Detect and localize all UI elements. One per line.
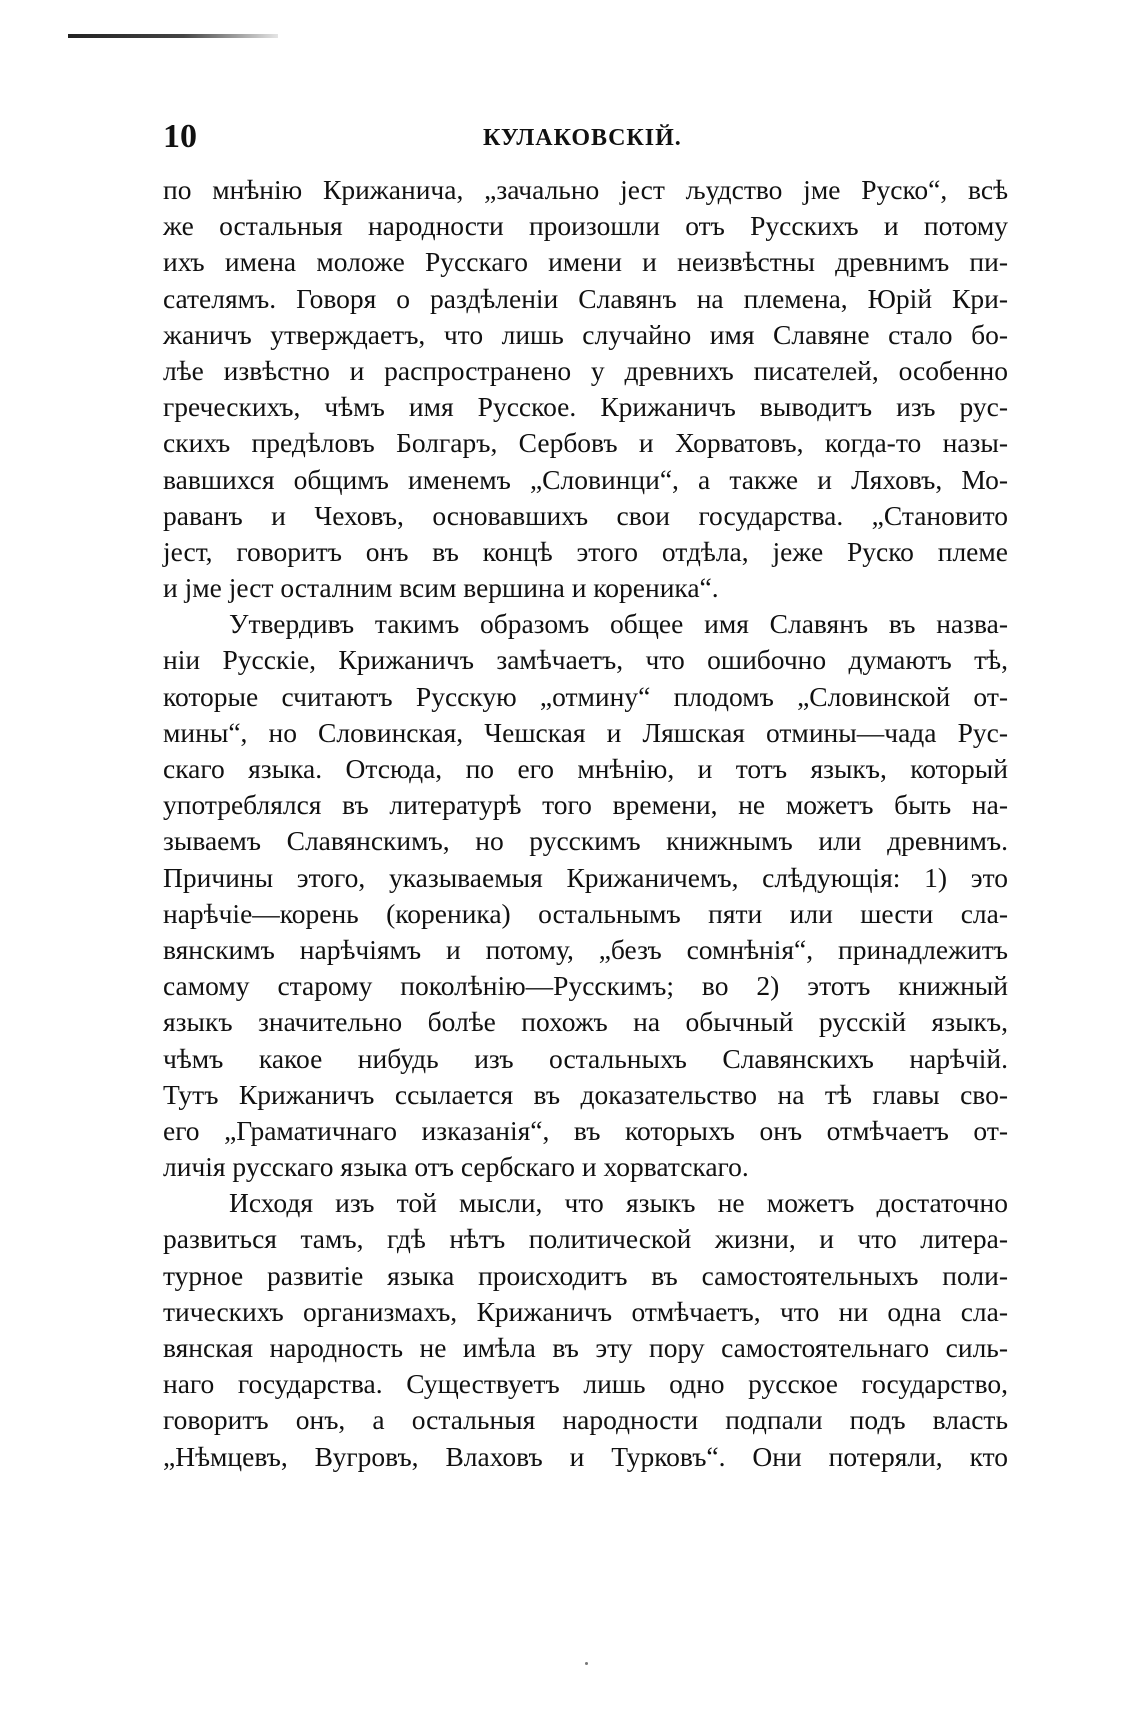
text-line: и јме јест осталним всим вершина и кореника“.	[163, 572, 719, 604]
scan-speck	[585, 1662, 588, 1665]
text-line: Исходя изъ той мысли, что языкъ не можетъ достаточно	[229, 1187, 1008, 1219]
text-line: лѣе извѣстно и распространено у древнихъ писателей, особенно	[163, 354, 1008, 386]
scan-artifact-line	[68, 34, 278, 38]
text-line: же остальныя народности произошли отъ Русскихъ и потому	[163, 210, 1008, 242]
text-line: чѣмъ какое нибудь изъ остальныхъ Славянскихъ нарѣчій.	[163, 1042, 1008, 1074]
text-line: личія русскаго языка отъ сербскаго и хорватскаго.	[163, 1151, 749, 1183]
text-line: его „Граматичнаго изказанія“, въ которыхъ онъ отмѣчаетъ от-	[163, 1114, 1008, 1146]
text-line: вавшихся общимъ именемъ „Словинци“, а также и Ляховъ, Мо-	[163, 463, 1008, 495]
text-line: скихъ предѣловъ Болгаръ, Сербовъ и Хорватовъ, когда-то назы-	[163, 427, 1008, 459]
text-line: Утвердивъ такимъ образомъ общее имя Славянъ въ назва-	[229, 608, 1008, 640]
text-line: самому старому поколѣнію—Русскимъ; во 2) этотъ книжный	[163, 970, 1008, 1002]
text-line: скаго языка. Отсюда, по его мнѣнію, и тотъ языкъ, который	[163, 753, 1008, 784]
text-line: Тутъ Крижаничъ ссылается въ доказательство на тѣ главы сво-	[163, 1078, 1008, 1110]
text-line: мины“, но Словинская, Чешская и Ляшская отмины—чада Рус-	[163, 716, 1008, 748]
text-line: нарѣчіе—корень (кореника) остальнымъ пяти или шести сла-	[163, 897, 1008, 929]
text-line: греческихъ, чѣмъ имя Русское. Крижаничъ выводитъ изъ рус-	[163, 391, 1008, 423]
text-line: языкъ значительно болѣе похожъ на обычный русскій языкъ,	[163, 1006, 1008, 1038]
text-line: по мнѣнію Крижанича, „зачально јест људство јме Руско“, всѣ	[163, 174, 1008, 205]
text-line: јест, говоритъ онъ въ концѣ этого отдѣла, јеже Руско племе	[163, 535, 1008, 567]
page-header	[163, 112, 1008, 162]
text-line: жаничъ утверждаетъ, что лишь случайно имя Славяне стало бо-	[163, 318, 1008, 350]
text-line: вянская народность не имѣла въ эту пору самостоятельнаго силь-	[163, 1332, 1008, 1363]
text-line: говоритъ онъ, а остальныя народности подпали подъ власть	[163, 1404, 1008, 1436]
running-title: КУЛАКОВСКІЙ.	[483, 125, 682, 151]
text-line: которые считаютъ Русскую „отмину“ плодомъ „Словинской от-	[163, 680, 1008, 712]
text-line: вянскимъ нарѣчіямъ и потому, „безъ сомнѣнія“, принадлежитъ	[163, 933, 1008, 965]
text-line: тическихъ организмахъ, Крижаничъ отмѣчаетъ, что ни одна сла-	[163, 1295, 1008, 1327]
text-line: турное развитіе языка происходитъ въ самостоятельныхъ поли-	[163, 1259, 1008, 1291]
text-line: „Нѣмцевъ, Вугровъ, Влаховъ и Турковъ“. Они потеряли, кто	[163, 1440, 1008, 1472]
text-line: Причины этого, указываемыя Крижаничемъ, слѣдующія: 1) это	[163, 861, 1008, 893]
text-line: ихъ имена моложе Русскаго имени и неизвѣстны древнимъ пи-	[163, 246, 1008, 278]
text-line: ніи Русскіе, Крижаничъ замѣчаетъ, что ошибочно думаютъ тѣ,	[163, 644, 1008, 676]
text-line: сателямъ. Говоря о раздѣленіи Славянъ на племена, Юрій Кри-	[163, 282, 1008, 314]
body-text	[163, 172, 1008, 1475]
text-line: наго государства. Существуетъ лишь одно русское государство,	[163, 1368, 1008, 1400]
text-line: зываемъ Славянскимъ, но русскимъ книжнымъ или древнимъ.	[163, 825, 1008, 857]
text-line: раванъ и Чеховъ, основавшихъ свои государства. „Становито	[163, 499, 1008, 531]
text-line: употреблялся въ литературѣ того времени, не можетъ быть на-	[163, 789, 1008, 821]
page-number: 10	[163, 118, 197, 155]
text-line: развиться тамъ, гдѣ нѣтъ политической жизни, и что литера-	[163, 1223, 1008, 1255]
